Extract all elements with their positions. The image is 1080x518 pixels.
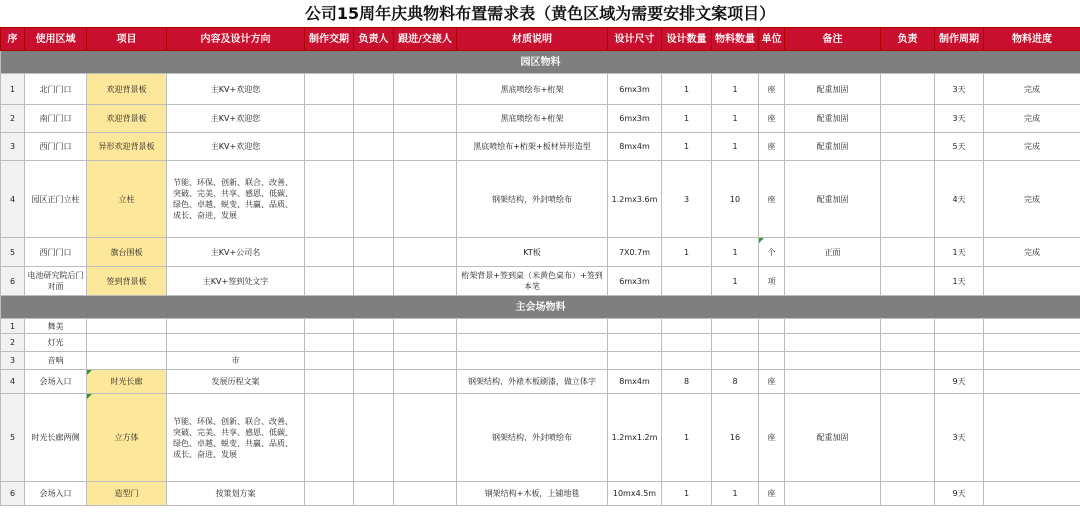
table-row <box>1 482 1080 506</box>
cell-cycle[interactable] <box>935 334 984 352</box>
cell-material-qty[interactable]: 10 <box>712 161 759 238</box>
cell-material[interactable]: 钢架结构，外封喷绘布 <box>457 394 608 482</box>
cell-area[interactable]: 灯光 <box>25 334 87 352</box>
cell-area[interactable]: 会场入口 <box>25 482 87 506</box>
cell-material[interactable]: 钢架结构，外裱木板刷漆，做立体字 <box>457 370 608 394</box>
cell-owner[interactable] <box>354 105 394 133</box>
cell-follow-up[interactable] <box>394 370 457 394</box>
cell-cycle[interactable]: 9天 <box>935 370 984 394</box>
cell-responsible[interactable] <box>881 161 935 238</box>
cell-note[interactable] <box>785 319 881 334</box>
cell-content[interactable]: 按策划方案 <box>167 482 305 506</box>
cell-design-qty[interactable]: 1 <box>662 74 712 105</box>
cell-follow-up[interactable] <box>394 394 457 482</box>
cell-owner[interactable] <box>354 238 394 267</box>
cell-material[interactable]: 黑底喷绘布+桁架+板材异形造型 <box>457 133 608 161</box>
cell-seq[interactable]: 1 <box>1 319 25 334</box>
cell-size[interactable]: 8mx4m <box>608 370 662 394</box>
cell-design-qty[interactable]: 1 <box>662 394 712 482</box>
cell-seq[interactable]: 3 <box>1 133 25 161</box>
cell-unit[interactable]: 座 <box>759 370 785 394</box>
cell-size[interactable]: 7X0.7m <box>608 238 662 267</box>
cell-owner[interactable] <box>354 394 394 482</box>
cell-follow-up[interactable] <box>394 352 457 370</box>
cell-owner[interactable] <box>354 267 394 296</box>
cell-seq[interactable]: 4 <box>1 370 25 394</box>
cell-material-qty[interactable] <box>712 334 759 352</box>
cell-material-qty[interactable]: 1 <box>712 105 759 133</box>
table-row <box>1 334 1080 352</box>
cell-cycle[interactable] <box>935 352 984 370</box>
cell-area[interactable]: 会场入口 <box>25 370 87 394</box>
header-row <box>1 28 1080 51</box>
cell-seq[interactable]: 5 <box>1 238 25 267</box>
cell-follow-up[interactable] <box>394 161 457 238</box>
cell-unit[interactable]: 座 <box>759 482 785 506</box>
cell-deadline[interactable] <box>305 394 354 482</box>
cell-deadline[interactable] <box>305 334 354 352</box>
cell-size[interactable]: 10mx4.5m <box>608 482 662 506</box>
cell-item[interactable]: 时光长廊 <box>87 370 167 394</box>
cell-follow-up[interactable] <box>394 267 457 296</box>
cell-size[interactable]: 8mx4m <box>608 133 662 161</box>
cell-responsible[interactable] <box>881 370 935 394</box>
table-row <box>1 267 1080 296</box>
cell-progress[interactable]: 完成 <box>984 161 1080 238</box>
cell-unit[interactable]: 座 <box>759 74 785 105</box>
cell-design-qty[interactable] <box>662 334 712 352</box>
cell-unit[interactable] <box>759 319 785 334</box>
col-header-content[interactable]: 内容及设计方向 <box>167 28 305 51</box>
cell-design-qty[interactable] <box>662 267 712 296</box>
cell-deadline[interactable] <box>305 74 354 105</box>
cell-deadline[interactable] <box>305 267 354 296</box>
cell-note[interactable]: 配重加固 <box>785 133 881 161</box>
cell-material-qty[interactable]: 1 <box>712 482 759 506</box>
cell-owner[interactable] <box>354 319 394 334</box>
cell-cycle[interactable]: 3天 <box>935 105 984 133</box>
cell-area[interactable]: 园区正门立柱 <box>25 161 87 238</box>
cell-responsible[interactable] <box>881 394 935 482</box>
cell-seq[interactable]: 2 <box>1 334 25 352</box>
cell-deadline[interactable] <box>305 352 354 370</box>
cell-content[interactable]: 主KV+欢迎您 <box>167 74 305 105</box>
cell-unit[interactable]: 座 <box>759 394 785 482</box>
cell-cycle[interactable] <box>935 319 984 334</box>
section-row <box>1 51 1080 74</box>
table-row <box>1 394 1080 482</box>
cell-note[interactable]: 配重加固 <box>785 161 881 238</box>
cell-progress[interactable] <box>984 482 1080 506</box>
cell-design-qty[interactable]: 1 <box>662 105 712 133</box>
cell-progress[interactable]: 完成 <box>984 74 1080 105</box>
cell-area[interactable]: 音响 <box>25 352 87 370</box>
cell-responsible[interactable] <box>881 238 935 267</box>
cell-seq[interactable]: 5 <box>1 394 25 482</box>
cell-deadline[interactable] <box>305 370 354 394</box>
cell-area[interactable]: 时光长廊两侧 <box>25 394 87 482</box>
cell-content[interactable]: 主KV+欢迎您 <box>167 105 305 133</box>
col-header-design-qty[interactable]: 设计数量 <box>662 28 712 51</box>
cell-progress[interactable]: 完成 <box>984 133 1080 161</box>
cell-size[interactable]: 6mx3m <box>608 74 662 105</box>
cell-item[interactable]: 立方体 <box>87 394 167 482</box>
cell-size[interactable] <box>608 319 662 334</box>
cell-content[interactable]: 节能、环保、创新、联合、改善、突破、完美、共享、感恩、低碳、绿色、卓越、蜕变、共赢、品质、成长、奋进、发展 <box>167 394 305 482</box>
cell-design-qty[interactable] <box>662 319 712 334</box>
cell-note[interactable]: 配重加固 <box>785 105 881 133</box>
cell-material-qty[interactable]: 16 <box>712 394 759 482</box>
col-header-follow-up[interactable]: 跟进/交接人 <box>394 28 457 51</box>
cell-unit[interactable]: 座 <box>759 133 785 161</box>
cell-area[interactable]: 北门门口 <box>25 74 87 105</box>
cell-item[interactable] <box>87 334 167 352</box>
cell-note[interactable]: 配重加固 <box>785 74 881 105</box>
cell-deadline[interactable] <box>305 238 354 267</box>
cell-responsible[interactable] <box>881 267 935 296</box>
cell-content[interactable]: 节能、环保、创新、联合、改善、突破、完美、共享、感恩、低碳、绿色、卓越、蜕变、共赢、品质、成长、奋进、发展 <box>167 161 305 238</box>
cell-responsible[interactable] <box>881 74 935 105</box>
cell-content[interactable] <box>167 334 305 352</box>
col-header-owner[interactable]: 负责人 <box>354 28 394 51</box>
cell-note[interactable] <box>785 482 881 506</box>
cell-progress[interactable]: 完成 <box>984 238 1080 267</box>
col-header-deadline[interactable]: 制作交期 <box>305 28 354 51</box>
table-row <box>1 352 1080 370</box>
cell-design-qty[interactable]: 1 <box>662 482 712 506</box>
cell-progress[interactable] <box>984 352 1080 370</box>
cell-seq[interactable]: 2 <box>1 105 25 133</box>
cell-follow-up[interactable] <box>394 74 457 105</box>
cell-item[interactable] <box>87 352 167 370</box>
cell-material[interactable]: 钢架结构，外封喷绘布 <box>457 161 608 238</box>
table-row <box>1 238 1080 267</box>
cell-seq[interactable]: 6 <box>1 267 25 296</box>
cell-responsible[interactable] <box>881 334 935 352</box>
cell-content[interactable]: 市 <box>167 352 305 370</box>
table-row <box>1 133 1080 161</box>
section-row <box>1 296 1080 319</box>
cell-cycle[interactable]: 9天 <box>935 482 984 506</box>
cell-design-qty[interactable] <box>662 352 712 370</box>
section-title[interactable]: 园区物料 <box>1 51 1080 74</box>
cell-seq[interactable]: 1 <box>1 74 25 105</box>
cell-unit[interactable]: 座 <box>759 161 785 238</box>
cell-responsible[interactable] <box>881 482 935 506</box>
cell-seq[interactable]: 6 <box>1 482 25 506</box>
cell-owner[interactable] <box>354 334 394 352</box>
cell-unit[interactable] <box>759 352 785 370</box>
cell-size[interactable]: 6mx3m <box>608 105 662 133</box>
cell-material[interactable]: 黑底喷绘布+桁架 <box>457 105 608 133</box>
cell-material[interactable] <box>457 334 608 352</box>
cell-area[interactable]: 电池研究院后门对面 <box>25 267 87 296</box>
cell-responsible[interactable] <box>881 352 935 370</box>
cell-material[interactable] <box>457 352 608 370</box>
cell-item[interactable]: 签到背景板 <box>87 267 167 296</box>
col-header-area[interactable]: 使用区域 <box>25 28 87 51</box>
cell-cycle[interactable]: 3天 <box>935 74 984 105</box>
cell-design-qty[interactable]: 8 <box>662 370 712 394</box>
cell-progress[interactable]: 完成 <box>984 105 1080 133</box>
cell-material[interactable]: KT板 <box>457 238 608 267</box>
cell-cycle[interactable]: 5天 <box>935 133 984 161</box>
cell-progress[interactable] <box>984 334 1080 352</box>
cell-unit[interactable]: 项 <box>759 267 785 296</box>
cell-content[interactable]: 主KV+公司名 <box>167 238 305 267</box>
cell-size[interactable]: 1.2mx1.2m <box>608 394 662 482</box>
col-header-cycle[interactable]: 制作周期 <box>935 28 984 51</box>
cell-area[interactable]: 西门门口 <box>25 238 87 267</box>
cell-item[interactable]: 欢迎背景板 <box>87 74 167 105</box>
cell-deadline[interactable] <box>305 482 354 506</box>
cell-responsible[interactable] <box>881 105 935 133</box>
cell-owner[interactable] <box>354 74 394 105</box>
cell-responsible[interactable] <box>881 319 935 334</box>
col-header-item[interactable]: 项目 <box>87 28 167 51</box>
cell-seq[interactable]: 3 <box>1 352 25 370</box>
cell-deadline[interactable] <box>305 161 354 238</box>
cell-material[interactable]: 钢架结构+木板，上铺地毯 <box>457 482 608 506</box>
cell-item[interactable] <box>87 319 167 334</box>
cell-material[interactable] <box>457 319 608 334</box>
cell-note[interactable]: 配重加固 <box>785 394 881 482</box>
cell-responsible[interactable] <box>881 133 935 161</box>
requirements-table <box>0 27 1080 506</box>
cell-unit[interactable]: 座 <box>759 105 785 133</box>
col-header-progress[interactable]: 物料进度 <box>984 28 1080 51</box>
cell-owner[interactable] <box>354 161 394 238</box>
cell-owner[interactable] <box>354 133 394 161</box>
cell-item[interactable]: 立柱 <box>87 161 167 238</box>
cell-deadline[interactable] <box>305 319 354 334</box>
cell-unit[interactable] <box>759 334 785 352</box>
cell-material[interactable]: 黑底喷绘布+桁架 <box>457 74 608 105</box>
cell-size[interactable]: 1.2mx3.6m <box>608 161 662 238</box>
cell-material-qty[interactable]: 1 <box>712 133 759 161</box>
cell-owner[interactable] <box>354 370 394 394</box>
cell-seq[interactable]: 4 <box>1 161 25 238</box>
cell-design-qty[interactable]: 3 <box>662 161 712 238</box>
col-header-size[interactable]: 设计尺寸 <box>608 28 662 51</box>
cell-progress[interactable] <box>984 267 1080 296</box>
cell-note[interactable] <box>785 334 881 352</box>
cell-progress[interactable] <box>984 394 1080 482</box>
cell-size[interactable] <box>608 334 662 352</box>
cell-progress[interactable] <box>984 370 1080 394</box>
cell-material-qty[interactable]: 8 <box>712 370 759 394</box>
cell-material[interactable]: 桁架背景+签到桌（米黄色桌布）+签到本笔 <box>457 267 608 296</box>
cell-cycle[interactable]: 1天 <box>935 238 984 267</box>
cell-owner[interactable] <box>354 352 394 370</box>
cell-follow-up[interactable] <box>394 319 457 334</box>
col-header-responsible[interactable]: 负责 <box>881 28 935 51</box>
cell-design-qty[interactable]: 1 <box>662 133 712 161</box>
cell-follow-up[interactable] <box>394 334 457 352</box>
cell-deadline[interactable] <box>305 105 354 133</box>
cell-content[interactable]: 主KV+签到处文字 <box>167 267 305 296</box>
table-row <box>1 370 1080 394</box>
cell-content[interactable]: 发展历程文案 <box>167 370 305 394</box>
sheet-title: 公司15周年庆典物料布置需求表（黄色区域为需要安排文案项目） <box>0 0 1080 28</box>
cell-follow-up[interactable] <box>394 105 457 133</box>
col-header-material-qty[interactable]: 物料数量 <box>712 28 759 51</box>
col-header-seq[interactable]: 序 <box>1 28 25 51</box>
cell-material-qty[interactable]: 1 <box>712 267 759 296</box>
cell-follow-up[interactable] <box>394 238 457 267</box>
cell-cycle[interactable]: 4天 <box>935 161 984 238</box>
cell-item[interactable]: 异形欢迎背景板 <box>87 133 167 161</box>
cell-area[interactable]: 舞美 <box>25 319 87 334</box>
cell-material-qty[interactable]: 1 <box>712 238 759 267</box>
col-header-unit[interactable]: 单位 <box>759 28 785 51</box>
cell-size[interactable]: 6mx3m <box>608 267 662 296</box>
cell-content[interactable] <box>167 319 305 334</box>
cell-item[interactable]: 欢迎背景板 <box>87 105 167 133</box>
cell-note[interactable] <box>785 370 881 394</box>
cell-follow-up[interactable] <box>394 482 457 506</box>
cell-design-qty[interactable]: 1 <box>662 238 712 267</box>
cell-size[interactable] <box>608 352 662 370</box>
cell-area[interactable]: 西门门口 <box>25 133 87 161</box>
cell-note[interactable] <box>785 267 881 296</box>
cell-unit[interactable]: 个 <box>759 238 785 267</box>
col-header-material[interactable]: 材质说明 <box>457 28 608 51</box>
col-header-note[interactable]: 备注 <box>785 28 881 51</box>
section-title[interactable]: 主会场物料 <box>1 296 1080 319</box>
cell-material-qty[interactable] <box>712 319 759 334</box>
cell-item[interactable]: 旗台围板 <box>87 238 167 267</box>
cell-item[interactable]: 造型门 <box>87 482 167 506</box>
table-row <box>1 74 1080 105</box>
table-row <box>1 105 1080 133</box>
cell-deadline[interactable] <box>305 133 354 161</box>
cell-area[interactable]: 南门门口 <box>25 105 87 133</box>
cell-note[interactable]: 正面 <box>785 238 881 267</box>
cell-cycle[interactable]: 1天 <box>935 267 984 296</box>
cell-material-qty[interactable]: 1 <box>712 74 759 105</box>
cell-content[interactable]: 主KV+欢迎您 <box>167 133 305 161</box>
cell-note[interactable] <box>785 352 881 370</box>
cell-owner[interactable] <box>354 482 394 506</box>
table-row <box>1 319 1080 334</box>
cell-progress[interactable] <box>984 319 1080 334</box>
cell-cycle[interactable]: 3天 <box>935 394 984 482</box>
cell-follow-up[interactable] <box>394 133 457 161</box>
table-row <box>1 161 1080 238</box>
cell-material-qty[interactable] <box>712 352 759 370</box>
